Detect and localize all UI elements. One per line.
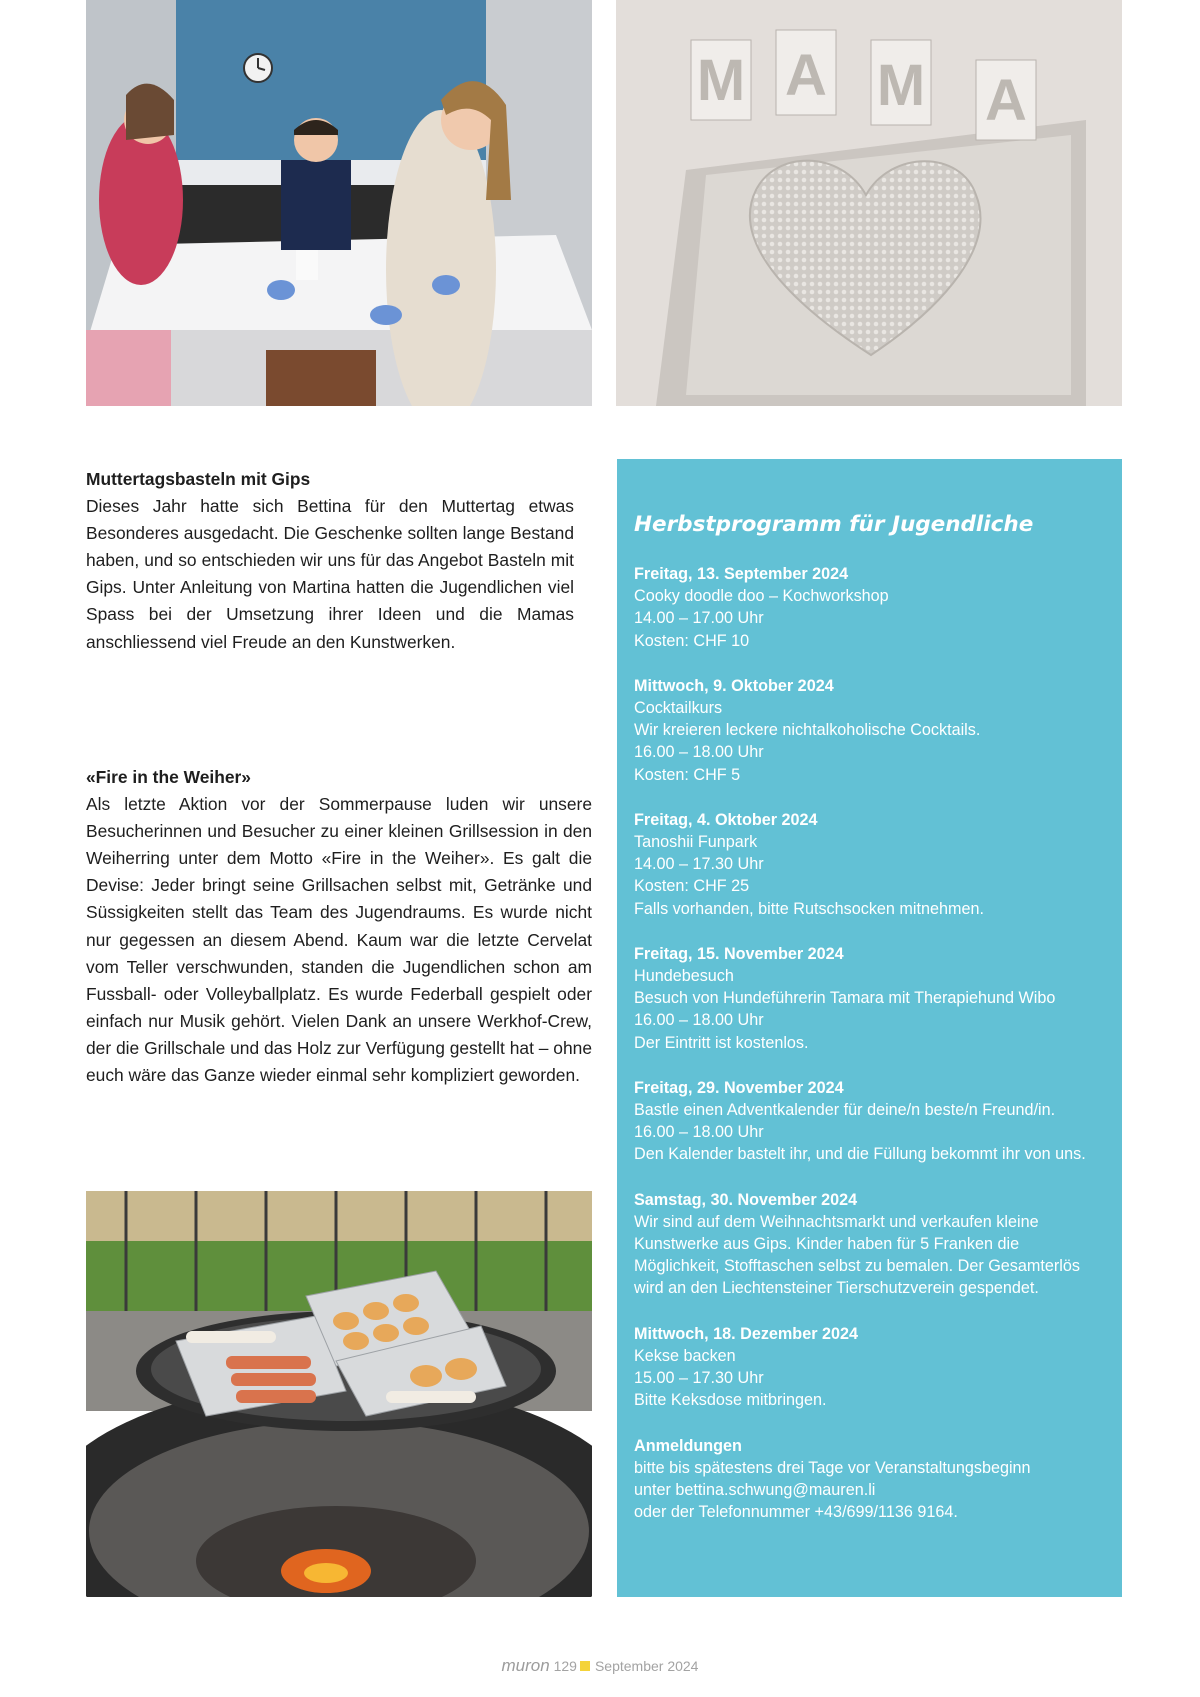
event-detail: Cocktailkurs [634,699,723,718]
heart-letter-2: A [785,43,827,108]
event-detail: Kekse backen [634,1346,736,1365]
event-date: Samstag, 30. November 2024 [634,1190,858,1209]
event-date: Mittwoch, 18. Dezember 2024 [634,1324,859,1343]
event-detail: 16.00 – 18.00 Uhr [634,743,764,762]
workshop-illustration [86,0,592,406]
program-event [634,1077,1106,1166]
event-date: Freitag, 4. Oktober 2024 [634,810,818,829]
event-detail: 15.00 – 17.30 Uhr [634,1369,764,1388]
photo-plaster-workshop [86,0,592,406]
photo-plaster-heart [616,0,1122,406]
program-event [634,943,1106,1054]
event-date: Freitag, 29. November 2024 [634,1078,844,1097]
event-detail: 16.00 – 18.00 Uhr [634,1011,764,1030]
event-detail: 14.00 – 17.30 Uhr [634,855,764,874]
footer-issue: 129 [553,1658,577,1674]
footer-brand: muron [501,1656,550,1675]
event-detail: Bitte Keksdose mitbringen. [634,1391,827,1410]
event-detail: Falls vorhanden, bitte Rutschsocken mitnehmen. [634,899,985,918]
event-detail: Kosten: CHF 5 [634,765,741,784]
program-event [634,809,1106,920]
footer-date: September 2024 [594,1658,699,1674]
registration-detail: bitte bis spätestens drei Tage vor Veranstaltungsbeginn [634,1458,1031,1477]
article-weiher-body: Als letzte Aktion vor der Sommerpause luden wir unsere Besucherinnen und Besucher zu einer kleinen Grillsession in den Weiherring unter dem Motto «Fire in the Weiher». Es galt die Devise: Jeder bringt seine Grillsachen selbst mit, Getränke und Süssigkeiten stellt das Team des Jugendraums. Es wurde nicht nur gegessen an diesem Abend. Kaum war die letzte Cervelat vom Teller verschwunden, standen die Jugendlichen schon am Fussball- oder Volleyballplatz. Es wurde Federball gespielt oder einfach nur Musik gehört. Vielen Dank an unsere Werkhof-Crew, der die Grillschale und das Holz zur Verfügung gestellt hat – ohne euch wäre das Ganze wieder einmal sehr kompliziert geworden. [86,794,592,1086]
autumn-program-box [617,459,1122,1597]
heart-letter-1: M [696,48,746,113]
event-detail: 14.00 – 17.00 Uhr [634,609,764,628]
registration-info [634,1435,1106,1524]
event-date: Mittwoch, 9. Oktober 2024 [634,676,834,695]
event-detail: Der Eintritt ist kostenlos. [634,1033,809,1052]
event-date: Freitag, 15. November 2024 [634,944,844,963]
event-detail: Den Kalender bastelt ihr, und die Füllung bekommt ihr von uns. [634,1145,1086,1164]
heart-letter-3: M [876,53,926,118]
event-detail: 16.00 – 18.00 Uhr [634,1123,764,1142]
article-weiher-title: «Fire in the Weiher» [86,767,251,787]
heart-letter-4: A [985,68,1027,133]
program-event [634,675,1106,786]
page-footer [0,1656,1200,1676]
registration-title: Anmeldungen [634,1436,742,1455]
program-title: Herbstprogramm für Jugendliche [634,512,1034,537]
program-event [634,1323,1106,1412]
article-muttertag-title: Muttertagsbasteln mit Gips [86,469,311,489]
registration-email: unter bettina.schwung@mauren.li [634,1480,876,1499]
footer-square-icon [580,1661,590,1671]
article-muttertag [86,466,574,656]
event-detail: Kosten: CHF 25 [634,877,750,896]
event-detail: Besuch von Hundeführerin Tamara mit Therapiehund Wibo [634,989,1056,1008]
photo-grill [86,1191,592,1597]
program-event [634,1189,1106,1300]
event-detail: Hundebesuch [634,967,734,986]
event-detail: Wir sind auf dem Weihnachtsmarkt und verkaufen kleine Kunstwerke aus Gips. Kinder haben für 5 Franken die Möglichkeit, Stofftaschen selbst zu bemalen. Der Gesamterlös wird an den Liechtensteiner Tierschutzverein gespendet. [634,1212,1080,1298]
event-date: Freitag, 13. September 2024 [634,565,849,583]
event-detail: Tanoshii Funpark [634,833,758,852]
event-detail: Bastle einen Adventkalender für deine/n beste/n Freund/in. [634,1101,1056,1120]
article-muttertag-body: Dieses Jahr hatte sich Bettina für den Muttertag etwas Besonderes ausgedacht. Die Geschenke sollten lange Bestand haben, und so entschieden wir uns für das Angebot Basteln mit Gips. Unter Anleitung von Martina hatten die Jugendlichen viel Spass bei der Umsetzung ihrer Ideen und die Mamas anschliessend viel Freude an den Kunstwerken. [86,496,574,652]
event-detail: Cooky doodle doo – Kochworkshop [634,587,889,606]
article-fire-in-the-weiher [86,764,592,1089]
program-event [634,563,1106,652]
event-detail: Kosten: CHF 10 [634,631,750,650]
registration-phone: oder der Telefonnummer +43/699/1136 9164. [634,1503,958,1522]
grill-illustration [86,1191,592,1597]
heart-illustration [616,0,1122,406]
event-detail: Wir kreieren leckere nichtalkoholische Cocktails. [634,721,981,740]
